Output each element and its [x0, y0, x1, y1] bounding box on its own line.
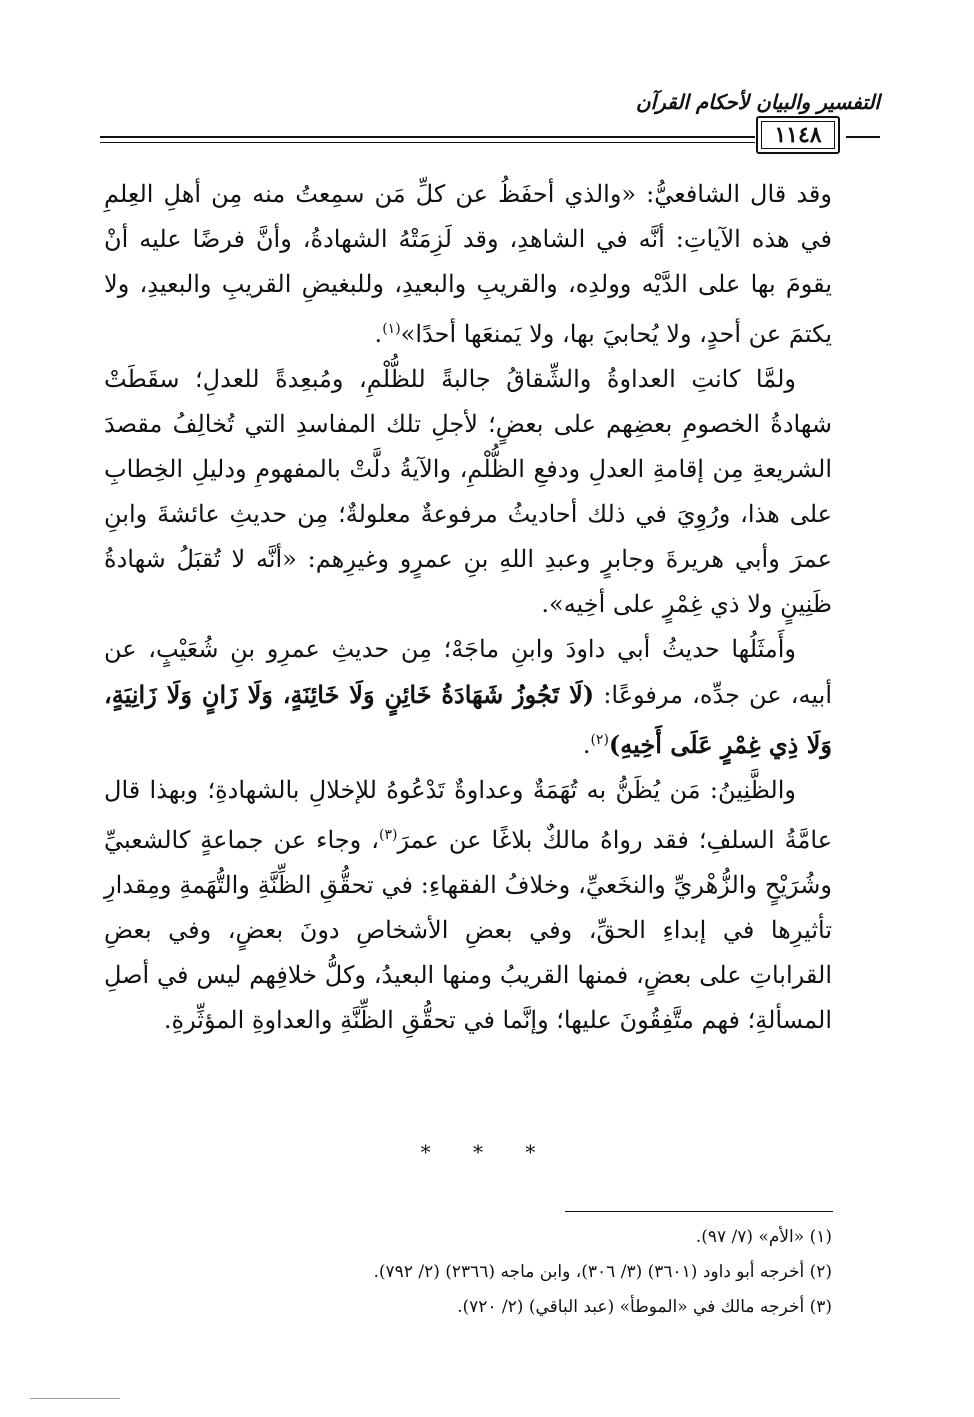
header-rule — [100, 136, 755, 138]
footnotes — [200, 1220, 832, 1325]
paragraph-2 — [104, 357, 832, 627]
hadith-quote: (لَا تَجُوزُ شَهَادَةُ خَائِنٍ وَلَا خَائِنَةٍ، وَلَا زَانٍ وَلَا زَانِيَةٍ، وَلَا ذِي غِمْرٍ عَلَى أَخِيهِ) — [104, 680, 832, 759]
footnote-ref-3: (٣) — [378, 827, 398, 843]
footnote-3: (٣) أخرجه مالك في «الموطأ» (عبد الباقي) (٢/ ٧٢٠). — [457, 1297, 832, 1317]
footnote-rule — [565, 1211, 833, 1212]
footnote-2: (٢) أخرجه أبو داود (٣٦٠١) (٣/ ٣٠٦)، وابن ماجه (٢٣٦٦) (٢/ ٧٩٢). — [373, 1262, 832, 1282]
main-text — [104, 172, 832, 1043]
paragraph-1: وقد قال الشافعيُّ: «والذي أحفَظُ عن كلِّ مَن سمِعتُ منه مِن أهلِ العِلمِ في هذه الآياتِ: أنَّه في الشاهدِ، وقد لَزِمَتْهُ الشهادةُ، وأنَّ فرضًا عليه أنْ يقومَ بها على الدَّيْه وولدِه، والقريبِ والبعيدِ، وللبغيضِ القريبِ والبعيدِ، ولا يكتمَ عن أحدٍ، ولا يُحابيَ بها، ولا يَمنعَها أحدًا»$^{(١)}$. — [104, 180, 832, 348]
scan-edge-line — [30, 1398, 120, 1399]
paragraph-4-text-a: والظَّنِينُ: مَن يُظَنُّ به تُهَمَةٌ وعداوةٌ تَدْعُوهُ للإخلالِ بالشهادةِ؛ وبهذا قال عامَّةُ السلفِ؛ فقد رواهُ مالكٌ بلاغًا عن عمرَ — [104, 776, 833, 854]
paragraph-4 — [104, 768, 832, 1043]
running-title: التفسير والبيان لأحكام القرآن — [635, 90, 880, 114]
page-number — [756, 116, 840, 154]
paragraph-3-text: وأَمثَلُها حديثُ أبي داودَ وابنِ ماجَهْ؛ مِن حديثِ عمرِو بنِ شُعَيْبٍ، عن أبيه، عن جدِّه، مرفوعًا: — [104, 635, 833, 709]
paragraph-1-text: وقد قال الشافعيُّ: «والذي أحفَظُ عن كلِّ مَن سمِعتُ منه مِن أهلِ العِلمِ في هذه الآياتِ: أنَّه في الشاهدِ، وقد لَزِمَتْهُ الشهادةُ، وأنَّ فرضًا عليه أنْ يقومَ بها على الدَّيْه وولدِه، والقريبِ والبعيدِ، وللبغيضِ القريبِ والبعيدِ، ولا يكتمَ عن أحدٍ، ولا يُحابيَ بها، ولا يَمنعَها أحدًا» — [104, 180, 832, 348]
header-rule-thin — [100, 142, 755, 143]
footnote-ref-1: (١) — [382, 321, 401, 337]
header-rule-right — [846, 136, 880, 138]
paragraph-2-text: ولمَّا كانتِ العداوةُ والشِّقاقُ جالبةً للظُّلْمِ، ومُبعِدةً للعدلِ؛ سقَطَتْ شهادةُ الخصومِ بعضِهم على بعضٍ؛ لأجلِ تلك المفاسدِ التي تُخالِفُ مقصدَ الشريعةِ مِن إقامةِ العدلِ ودفعِ الظُّلْمِ، والآيةُ دلَّتْ بالمفهومِ ودليلِ الخِطابِ على هذا، ورُوِيَ في ذلك أحاديثُ مرفوعةٌ معلولةٌ؛ مِن حديثِ عائشةَ وابنِ عمرَ وأبي هريرةَ وجابرٍ وعبدِ اللهِ بنِ عمرٍو وغيرِهم: «أنَّه لا تُقبَلُ شهادةُ ظَنِينٍ ولا ذي غِمْرٍ على أخِيه». — [104, 365, 832, 618]
paragraph-4-text-b: ، وجاء عن جماعةٍ كالشعبيِّ وشُرَيْحٍ والزُّهْريِّ والنخَعيِّ، وخلافُ الفقهاءِ: في تحقُّقِ الظِّنَّةِ والتُّهَمةِ ومِقدارِ تأثيرِها في إبداءِ الحقِّ، وفي بعضِ الأشخاصِ دونَ بعضٍ، وفي بعضِ القراباتِ على بعضٍ، فمنها القريبُ ومنها البعيدُ، وكلُّ خلافِهم ليس في أصلِ المسألةِ؛ فهم متَّفِقُونَ عليها؛ وإنَّما في تحقُّقِ الظِّنَّةِ والعداوةِ المؤثِّرةِ. — [104, 826, 832, 1034]
page-header — [100, 90, 880, 156]
page-number-text: ١١٤٨ — [774, 122, 822, 148]
footnote-ref-2: (٢) — [590, 732, 609, 748]
section-separator: * * * — [420, 1140, 554, 1164]
footnote-1: (١) «الأم» (٧/ ٩٧). — [695, 1227, 832, 1247]
paragraph-3: وأَمثَلُها حديثُ أبي داودَ وابنِ ماجَهْ؛ مِن حديثِ عمرِو بنِ شُعَيْبٍ، عن أبيه، عن جدِّه، مرفوعًا: (لَا تَجُوزُ شَهَادَةُ خَائِنٍ وَلَا خَائِنَةٍ، وَلَا زَانٍ وَلَا زَانِيَةٍ، وَلَا ذِي غِمْرٍ عَلَى أَخِيهِ)$^{(٢)}$. — [104, 635, 833, 759]
